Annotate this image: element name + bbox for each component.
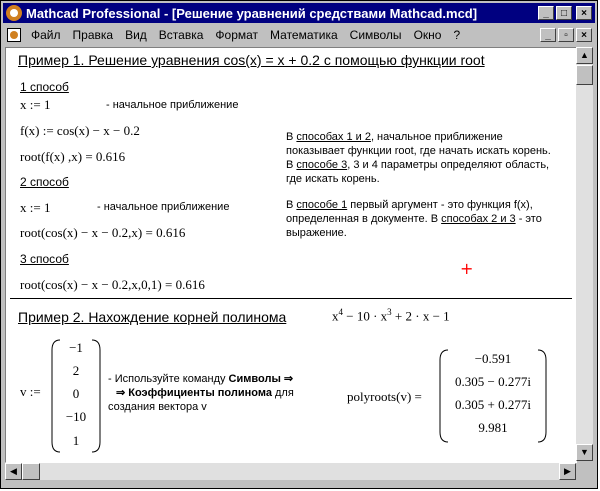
menu-insert[interactable]: Вставка: [158, 28, 204, 42]
restore-button[interactable]: □: [556, 6, 572, 20]
vertical-scrollbar[interactable]: [576, 47, 593, 461]
menu-format[interactable]: Формат: [215, 28, 259, 42]
method2-root[interactable]: root(cos(x) − x − 0.2,x) = 0.616: [20, 225, 186, 240]
vector-cell[interactable]: 1: [72, 433, 80, 448]
root-cell[interactable]: 0.305 − 0.277i: [455, 374, 531, 389]
vector-cell[interactable]: 2: [72, 363, 80, 378]
method2-init-note: - начальное приближение: [97, 201, 230, 213]
poly-term-c: + 2 · x − 1: [391, 308, 450, 324]
mathcad-app-icon[interactable]: [6, 5, 22, 21]
menu-file[interactable]: Файл: [31, 28, 61, 42]
menu-symbolics[interactable]: Символы: [349, 28, 402, 42]
method1-root[interactable]: root(f(x) ,x) = 0.616: [20, 149, 126, 164]
title-bar[interactable]: [3, 3, 595, 23]
region-separator: [10, 298, 572, 299]
menu-edit[interactable]: Правка: [72, 28, 114, 42]
horizontal-scroll-thumb[interactable]: [22, 463, 40, 480]
vector-label[interactable]: v :=: [20, 384, 41, 399]
vector-cell[interactable]: −10: [65, 409, 87, 424]
menu-bar: [3, 25, 595, 45]
method1-func[interactable]: f(x) := cos(x) − x − 0.2: [20, 123, 140, 138]
poly-exp-b: 3: [387, 307, 392, 317]
method2-label: 2 способ: [20, 175, 69, 189]
vector-cell[interactable]: 0: [72, 386, 80, 401]
method1-label: 1 способ: [20, 80, 69, 94]
symbolics-hint: - Используйте команду Символы ⇒ ⇒ Коэффициенты полинома для создания вектора v: [108, 373, 294, 413]
polynomial[interactable]: [332, 307, 450, 324]
crosshair-cursor: +: [460, 259, 474, 278]
root-cell[interactable]: 0.305 + 0.277i: [455, 397, 531, 412]
poly-exp-a: 4: [338, 307, 343, 317]
scroll-left-button[interactable]: ◀: [5, 463, 22, 480]
note-arguments: В способе 1 первый аргумент - это функция f(x), определенная в документе. В способах 2 и 3 - это выражение.: [286, 199, 542, 239]
example1-title: Пример 1. Решение уравнения cos(x) = x + 0.2 с помощью функции root: [18, 52, 485, 68]
poly-term-b: − 10 · x: [343, 308, 388, 324]
polyroots-label[interactable]: polyroots(v) =: [347, 389, 422, 404]
document-icon[interactable]: [7, 28, 21, 42]
menu-math[interactable]: Математика: [270, 28, 338, 42]
poly-term-a: x: [332, 308, 339, 324]
doc-close-button[interactable]: ×: [576, 28, 592, 42]
minimize-button[interactable]: _: [538, 6, 554, 20]
method1-init[interactable]: x := 1: [20, 97, 51, 112]
note-methods-1-2: В способах 1 и 2, начальное приближение показывает функции root, где начать искать корень. В способе 3, 3 и 4 параметры определяют область, где искать корень.: [286, 131, 551, 185]
scroll-down-button[interactable]: ▼: [576, 444, 593, 461]
method2-init[interactable]: x := 1: [20, 200, 51, 215]
scroll-right-button[interactable]: ▶: [559, 463, 576, 480]
example2-title: Пример 2. Нахождение корней полинома: [18, 309, 287, 325]
worksheet[interactable]: [5, 47, 577, 463]
doc-restore-button[interactable]: ▫: [558, 28, 574, 42]
horizontal-scrollbar[interactable]: [5, 463, 576, 480]
doc-minimize-button[interactable]: _: [540, 28, 556, 42]
close-button[interactable]: ×: [576, 6, 592, 20]
vertical-scroll-thumb[interactable]: [576, 65, 593, 85]
root-cell[interactable]: −0.591: [474, 351, 512, 366]
method3-label: 3 способ: [20, 252, 69, 266]
vector-cell[interactable]: −1: [69, 340, 83, 355]
root-cell[interactable]: 9.981: [478, 420, 508, 435]
method3-root[interactable]: root(cos(x) − x − 0.2,x,0,1) = 0.616: [20, 277, 205, 292]
method1-init-note: - начальное приближение: [106, 99, 239, 111]
window-title: Mathcad Professional - [Решение уравнений средствами Mathcad.mcd]: [26, 5, 478, 21]
menu-help[interactable]: ?: [453, 28, 461, 42]
menu-window[interactable]: Окно: [413, 28, 442, 42]
scroll-up-button[interactable]: ▲: [576, 47, 593, 64]
menu-view[interactable]: Вид: [125, 28, 147, 42]
